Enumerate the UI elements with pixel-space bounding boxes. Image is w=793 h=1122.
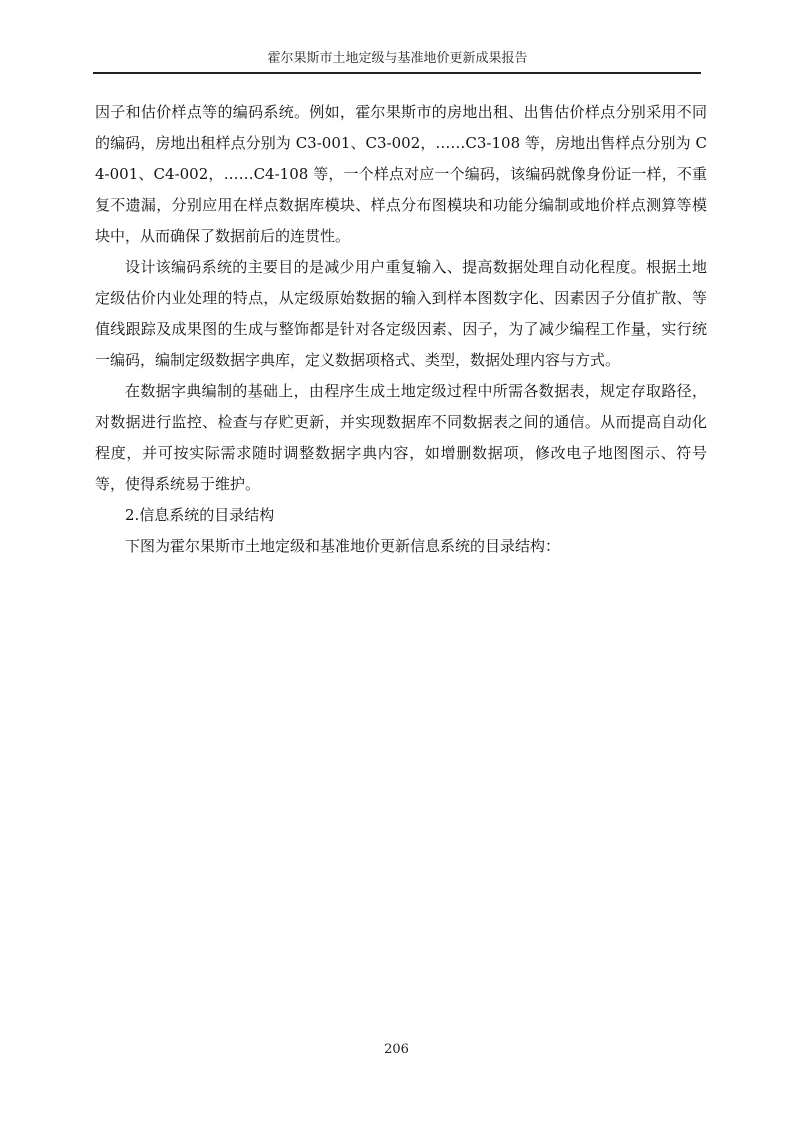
section-heading-directory-structure: 2.信息系统的目录结构 bbox=[125, 506, 275, 524]
paragraph-figure-intro: 下图为霍尔果斯市土地定级和基准地价更新信息系统的目录结构： bbox=[125, 537, 561, 555]
paragraph-data-dictionary: 在数据字典编制的基础上，由程序生成土地定级过程中所需各数据表，规定存取路径，对数据进行监控、检查与存贮更新，并实现数据库不同数据表之间的通信。从而提高自动化程度，并可按实际需求随时调整数据字典内容，如增删数据项，修改电子地图图示、符号等，使得系统易于维护。 bbox=[95, 382, 707, 493]
page-header-title: 霍尔果斯市土地定级与基准地价更新成果报告 bbox=[267, 51, 528, 66]
page-number: 206 bbox=[384, 1042, 409, 1057]
paragraph-encoding-continuation: 因子和估价样点等的编码系统。例如，霍尔果斯市的房地出租、出售估价样点分别采用不同的编码，房地出租样点分别为 C3-001、C3-002，……C3-108 等，房地出售样点分别为 C4-001、C4-002，……C4-108 等，一个样点对应一个编码，该编码就像身份证一样，不重复不遗漏，分别应用在样点数据库模块、样点分布图模块和功能分编制或地价样点测算等模块中，从而确保了数据前后的连贯性。 bbox=[95, 103, 707, 245]
paragraph-encoding-purpose: 设计该编码系统的主要目的是减少用户重复输入、提高数据处理自动化程度。根据土地定级估价内业处理的特点，从定级原始数据的输入到样本图数字化、因素因子分值扩散、等值线跟踪及成果图的生成与整饰都是针对各定级因素、因子，为了减少编程工作量，实行统一编码，编制定级数据字典库，定义数据项格式、类型，数据处理内容与方式。 bbox=[95, 258, 707, 369]
body-text bbox=[95, 97, 707, 562]
header-divider bbox=[93, 72, 701, 74]
